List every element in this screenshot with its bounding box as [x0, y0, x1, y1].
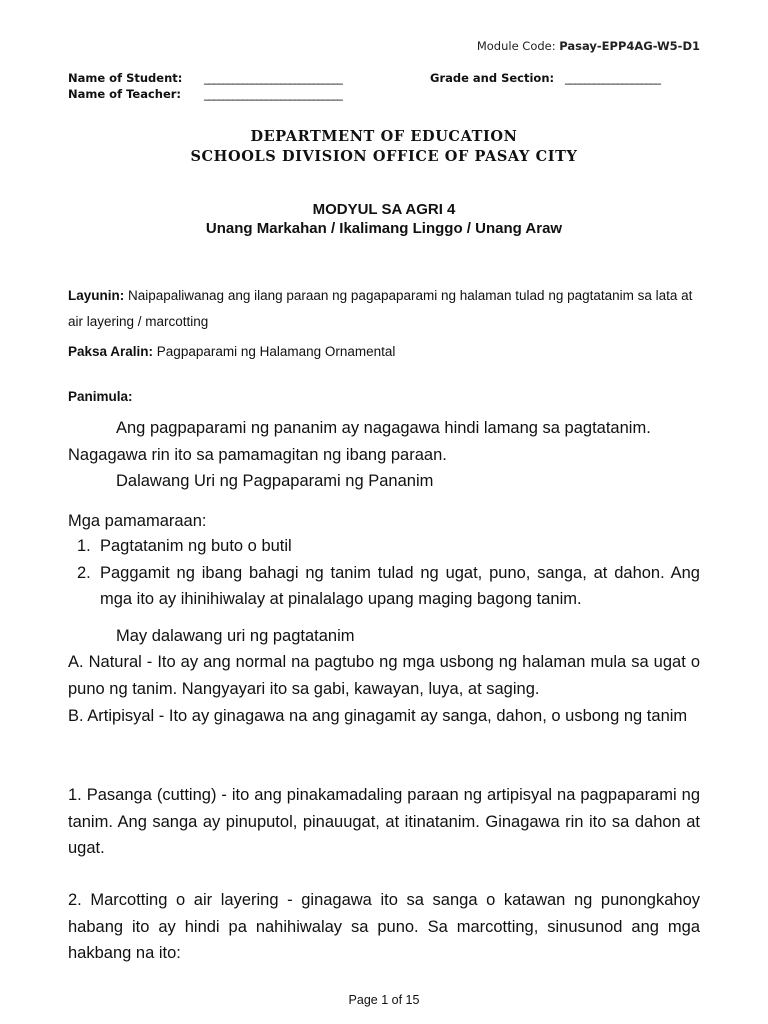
artipisyal-paragraph: B. Artipisyal - Ito ay ginagawa na ang ginagamit ay sanga, dahon, o usbong ng tanim	[68, 707, 688, 725]
module-code-label: Module Code:	[476, 39, 560, 53]
dalawang-heading: Dalawang Uri ng Pagpaparami ng Pananim	[116, 472, 434, 490]
intro-line-1: Ang pagpaparami ng pananim ay nagagawa hindi lamang sa pagtatanim.	[116, 419, 651, 437]
marcotting-paragraph: 2. Marcotting o air layering - ginagawa ito sa sanga o katawan ng punongkahoy habang ito ay hindi pa nahihiwalay sa puno. Sa marcotting, sinusunod ang mga hakbang na ito:	[68, 891, 700, 962]
layunin-text: Naipapaliwanag ang ilang paraan ng pagapaparami ng halaman tulad ng pagtatanim sa lata at air layering / marcotting	[68, 288, 693, 329]
natural-paragraph: A. Natural - Ito ay ang normal na pagtubo ng mga usbong ng halaman mula sa ugat o puno ng tanim. Nangyayari ito sa gabi, kawayan, luya, at saging.	[68, 653, 700, 698]
list-item: 1. Pagtatanim ng buto o butil	[77, 537, 292, 555]
may-dalawang: May dalawang uri ng pagtatanim	[116, 627, 355, 645]
layunin-section	[68, 283, 700, 335]
department-title: DEPARTMENT OF EDUCATION	[250, 128, 518, 145]
teacher-name-row	[68, 87, 342, 101]
paksa-label: Paksa Aralin:	[68, 344, 154, 359]
student-name-blank[interactable]: _____________________________	[204, 71, 342, 85]
module-code-value: Pasay-EPP4AG-W5-D1	[559, 39, 700, 53]
mga-pamamaraan: Mga pamamaraan:	[68, 512, 207, 530]
teacher-name-label: Name of Teacher:	[68, 87, 182, 101]
grade-section-blank[interactable]: ____________________	[565, 71, 660, 85]
panimula-label: Panimula:	[68, 389, 133, 404]
intro-line-2: Nagagawa rin ito sa pamamagitan ng ibang paraan.	[68, 445, 447, 464]
steps-list	[68, 533, 700, 613]
grade-section-label: Grade and Section:	[430, 71, 555, 85]
grade-section-row	[430, 71, 660, 85]
list-item: 2. Paggamit ng ibang bahagi ng tanim tulad ng ugat, puno, sanga, at dahon. Ang mga ito ay ihinihiwalay at pinalalago upang maging bagong tanim.	[77, 563, 700, 608]
teacher-name-blank[interactable]: _____________________________	[204, 87, 342, 101]
pasanga-paragraph: 1. Pasanga (cutting) - ito ang pinakamadaling paraan ng artipisyal na pagpaparami ng tanim. Ang sanga ay pinuputol, pinauugat, at itinatanim. Ginagawa rin ito sa dahon at ugat.	[68, 786, 700, 857]
paksa-text: Pagpaparami ng Halamang Ornamental	[153, 344, 396, 359]
layunin-label: Layunin:	[68, 288, 125, 303]
module-code	[477, 39, 700, 53]
paksa-section	[68, 339, 700, 365]
module-title: MODYUL SA AGRI 4	[312, 201, 456, 218]
division-title: SCHOOLS DIVISION OFFICE OF PASAY CITY	[190, 148, 578, 165]
intro-paragraph	[68, 415, 700, 495]
student-name-row	[68, 71, 342, 85]
page-number: Page 1 of 15	[348, 993, 420, 1007]
module-subtitle: Unang Markahan / Ikalimang Linggo / Unang Araw	[205, 220, 563, 237]
student-name-label: Name of Student:	[68, 71, 183, 85]
